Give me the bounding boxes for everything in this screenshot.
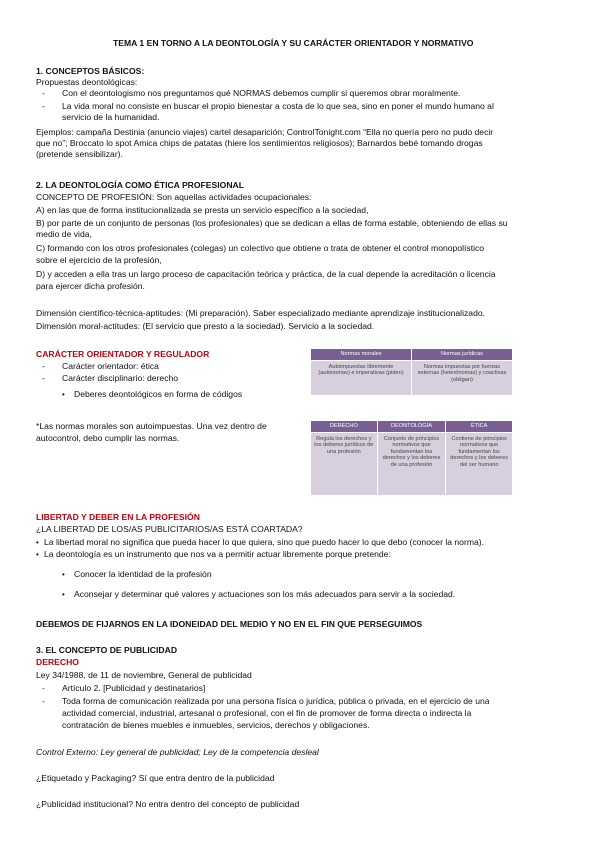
definition-line: contratación de bienes muebles e inmuebles, servicios, derechos y obligaciones. [62, 720, 370, 730]
section-4-heading: LIBERTAD Y DEBER EN LA PROFESIÓN [36, 512, 200, 522]
profession-line: A) en las que de forma institucionalizada se presta un servicio específico a la sociedad, [36, 205, 369, 215]
law-line: Ley 34/1988, de 11 de noviembre, General de publicidad [36, 670, 252, 680]
examples-line: Ejemplos: campaña Destinia (anuncio viajes) cartel desaparición; ControlTonight.com “Ella no quería pero no pudo decir [36, 127, 494, 137]
examples-line: que no”; Broccato lo spot Amica chips de patatas (hiere los sentimientos religiosos); Barnardos bebé tomando drogas [36, 138, 483, 148]
table-cell: Autoimpuestas libremente (autónomas) e imperativas (piden) [311, 360, 412, 395]
list-item: Carácter disciplinario: derecho [62, 373, 179, 383]
dash-marker: - [42, 101, 45, 111]
dimension-line: Dimensión moral-actitudes: (El servicio que presto a la sociedad). Servicio a la sociedad. [36, 321, 375, 331]
note-line: autocontrol, debo cumplir las normas. [36, 433, 180, 443]
section-3-heading: CARÁCTER ORIENTADOR Y REGULADOR [36, 349, 210, 359]
table-header: Normas morales [311, 349, 412, 361]
list-item-continuation: servicio de la humanidad. [62, 112, 160, 122]
bullet-marker: • [36, 538, 39, 547]
list-item: Artículo 2. [Publicidad y destinatarios] [62, 683, 206, 693]
list-item: Deberes deontológicos en forma de códigos [74, 389, 243, 399]
document-title: TEMA 1 EN TORNO A LA DEONTOLOGÍA Y SU CARÁCTER ORIENTADOR Y NORMATIVO [113, 38, 474, 48]
norms-table [310, 348, 513, 396]
table-header: DERECHO [311, 421, 378, 433]
list-item: Aconsejar y determinar qué valores y actuaciones son los más adecuados para servir a la sociedad. [74, 589, 456, 599]
bullet-marker: • [62, 590, 65, 599]
control-line: Control Externo: Ley general de publicidad; Ley de la competencia desleal [36, 747, 319, 757]
comparison-table [310, 420, 513, 496]
table-header: DEONTOLOGÍA [377, 421, 446, 433]
table-cell: Regula los derechos y los deberes jurídicos de una profesión [311, 432, 378, 495]
question-line: ¿LA LIBERTAD DE LOS/AS PUBLICITARIOS/AS ESTÁ COARTADA? [36, 524, 303, 534]
section-2-subheading: CONCEPTO DE PROFESIÓN: Son aquellas actividades ocupacionales: [36, 192, 312, 202]
profession-line: D) y acceden a ella tras un largo proceso de capacitación teórica y práctica, de la cual depende la acreditación o licencia [36, 269, 496, 279]
dash-marker: - [42, 683, 45, 693]
section-6-heading: 3. EL CONCEPTO DE PUBLICIDAD [36, 645, 178, 655]
table-header: ÉTICA [446, 421, 513, 433]
packaging-line: ¿Etiquetado y Packaging? Sí que entra dentro de la publicidad [36, 773, 275, 783]
list-item: Con el deontologismo nos preguntamos qué NORMAS debemos cumplir si queremos obrar moralmente. [62, 88, 461, 98]
dash-marker: - [42, 696, 45, 706]
section-2-heading: 2. LA DEONTOLOGÍA COMO ÉTICA PROFESIONAL [36, 180, 245, 190]
profession-line: B) por parte de un conjunto de personas (los profesionales) que se dedican a ellas de forma estable, obteniendo de ellas su [36, 218, 508, 228]
profession-line: para ejercer dicha profesión. [36, 281, 145, 291]
note-line: *Las normas morales son autoimpuestas. Una vez dentro de [36, 421, 267, 431]
table-cell: Normas impuestas por fuerzas externas (heterónomas) y coactivas (obligan) [412, 360, 513, 395]
list-item: Conocer la identidad de la profesión [74, 569, 212, 579]
definition-line: actividad comercial, industrial, artesanal o profesional, con el fin de promover de forma directa o indirecta la [62, 708, 472, 718]
table-cell: Conjunto de principios normativos que fundamentan los derechos y los deberes de una profesión [377, 432, 446, 495]
profession-line: C) formando con los otros profesionales (colegas) un colectivo que obtiene o trata de obtener el control monopolístico [36, 243, 485, 253]
dash-marker: - [42, 88, 45, 98]
list-item: La vida moral no consiste en buscar el propio bienestar a costa de lo que sea, sino en poner el mundo humano al [62, 101, 494, 111]
definition-line: Toda forma de comunicación realizada por una persona física o jurídica, pública o privada, en el ejercicio de una [62, 696, 490, 706]
table-cell: Contiene de principios normativos que fundamentan los derechos y los deberes del ser humano [446, 432, 513, 495]
list-item: Carácter orientador: ética [62, 361, 159, 371]
examples-line: (pretende sensibilizar). [36, 149, 123, 159]
dimension-line: Dimensión científico-técnica-aptitudes: (Mi preparación). Saber especializado mediante aprendizaje institucionalizado. [36, 308, 486, 318]
profession-line: sobre el ejercicio de la profesión, [36, 255, 162, 265]
dash-marker: - [42, 361, 45, 371]
section-5-heading: DEBEMOS DE FIJARNOS EN LA IDONEIDAD DEL MEDIO Y NO EN EL FIN QUE PERSEGUIMOS [36, 619, 423, 629]
list-item: La deontología es un instrumento que nos va a permitir actuar libremente porque pretende: [44, 549, 391, 559]
section-1-heading: 1. CONCEPTOS BÁSICOS: [36, 66, 145, 76]
bullet-marker: • [62, 390, 65, 399]
table-header: Normas jurídicas [412, 349, 513, 361]
profession-line: medio de vida, [36, 229, 92, 239]
derecho-label: DERECHO [36, 657, 79, 667]
bullet-marker: • [62, 570, 65, 579]
bullet-marker: • [36, 550, 39, 559]
institutional-line: ¿Publicidad institucional? No entra dentro del concepto de publicidad [36, 799, 300, 809]
list-item: La libertad moral no significa que pueda hacer lo que quiera, sino que puedo hacer lo que debo (conocer la norma). [44, 537, 485, 547]
section-1-subheading: Propuestas deontológicas: [36, 77, 138, 87]
dash-marker: - [42, 373, 45, 383]
